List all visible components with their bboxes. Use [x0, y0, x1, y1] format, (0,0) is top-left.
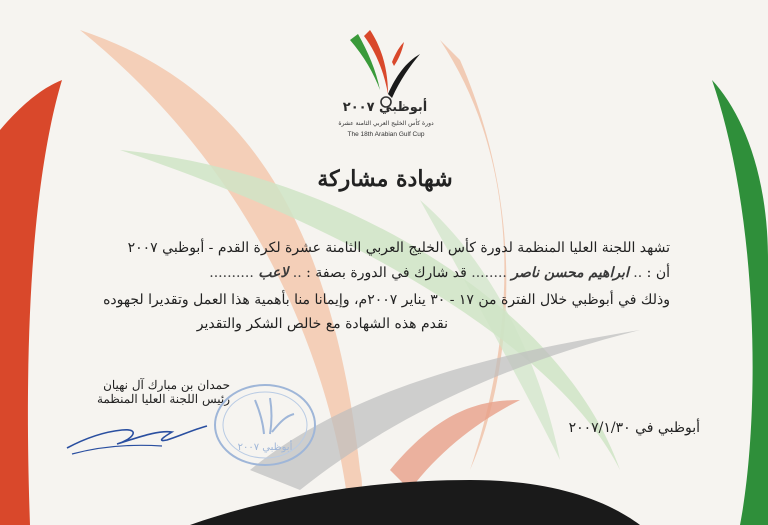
handwritten-signature: [62, 400, 212, 460]
certificate-line-2: [110, 265, 670, 281]
issue-date: أبوظبي في ٢٠٠٧/١/٣٠: [568, 420, 700, 436]
bottom-black-wave: [190, 480, 640, 525]
dots-filler: ..: [633, 265, 643, 281]
dots-filler: ..: [292, 265, 302, 281]
participant-name: ابراهيم محسن ناصر: [511, 265, 629, 281]
dots-filler: ..........: [209, 265, 254, 281]
stamp-text: أبوظبي ٢٠٠٧: [237, 442, 293, 453]
logo-red-flick: [392, 42, 404, 66]
participant-role: لاعب: [258, 265, 289, 281]
line2-prefix: أن :: [646, 265, 670, 281]
dots-filler: ........: [471, 265, 507, 281]
official-stamp: [210, 380, 320, 470]
right-green-stripe: [712, 80, 768, 525]
line2-mid: قد شارك في الدورة بصفة :: [306, 265, 467, 281]
left-red-stripe: [0, 80, 62, 525]
signatory-role: رئيس اللجنة العليا المنظمة: [96, 392, 230, 406]
logo-english-text: The 18th Arabian Gulf Cup: [347, 131, 425, 138]
logo-arabic-text: أبوظبي ٢٠٠٧: [342, 100, 428, 115]
signatory-name: حمدان بن مبارك آل نهيان: [103, 378, 230, 392]
certificate-title: شهادة مشاركة: [317, 166, 453, 192]
certificate-line-1: تشهد اللجنة العليا المنظمة لدورة كأس الخليج العربي الثامنة عشرة لكرة القدم - أبوظبي ٢٠٠٧: [127, 240, 670, 256]
certificate-line-3: وذلك في أبوظبي خلال الفترة من ١٧ - ٣٠ يناير ٢٠٠٧م، وإيمانا منا بأهمية هذا العمل وتقديرا لجهوده: [103, 292, 670, 308]
logo-subtitle: دورة كأس الخليج العربي الثامنة عشرة: [338, 120, 434, 127]
certificate-line-4: نقدم هذه الشهادة مع خالص الشكر والتقدير: [196, 316, 448, 332]
